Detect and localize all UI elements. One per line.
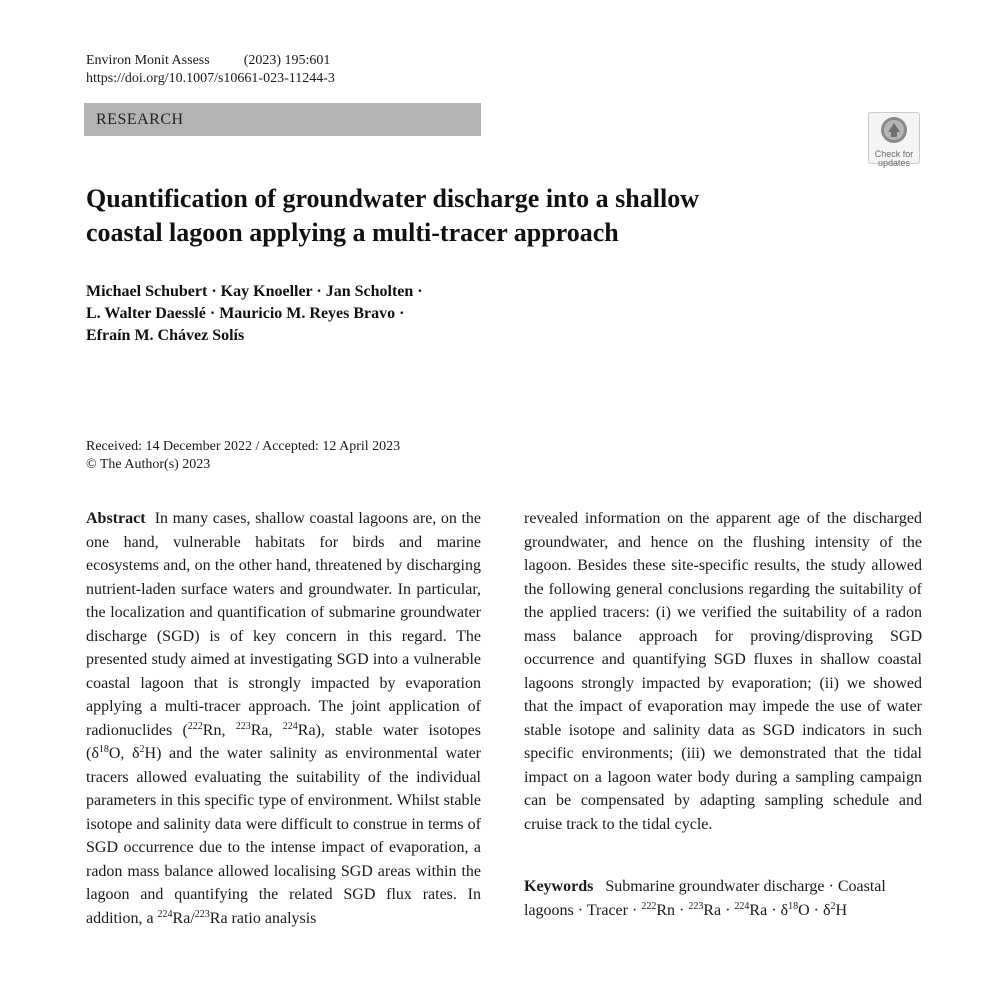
title-line-2: coastal lagoon applying a multi-tracer approach bbox=[86, 218, 619, 247]
author-name[interactable]: Jan Scholten bbox=[325, 283, 414, 300]
isotope-mass: 224 bbox=[157, 908, 173, 920]
check-updates-label-2: updates bbox=[877, 158, 911, 168]
abstract-heading: Abstract bbox=[86, 510, 146, 527]
author-separator: · bbox=[413, 283, 423, 300]
isotope-mass: 222 bbox=[641, 900, 657, 912]
keyword-text: Ra · bbox=[703, 901, 735, 919]
isotope-mass: 223 bbox=[235, 720, 251, 732]
abstract-text: Ra/ bbox=[172, 909, 195, 927]
received-accepted: Received: 14 December 2022 / Accepted: 12 April 2023 bbox=[86, 439, 401, 454]
isotope-mass: 18 bbox=[98, 744, 109, 755]
isotope-mass: 222 bbox=[187, 720, 203, 732]
keyword-text: Ra · δ bbox=[749, 901, 789, 919]
isotope-mass: 2 bbox=[830, 900, 836, 912]
author-list bbox=[86, 281, 606, 347]
author-name[interactable]: Kay Knoeller bbox=[220, 283, 313, 300]
author-separator: · bbox=[205, 305, 220, 322]
section-label: RESEARCH bbox=[84, 103, 481, 136]
author-name[interactable]: Mauricio M. Reyes Bravo bbox=[219, 305, 396, 322]
journal-citation bbox=[86, 52, 330, 70]
isotope-mass: 2 bbox=[139, 744, 145, 755]
abstract-text: Rn, bbox=[202, 721, 236, 739]
abstract-text: In many cases, shallow coastal lagoons are, on the one hand, vulnerable habitats for birds and marine ecosystems and, on the other hand, threatened by discharging nutrient-laden surface waters and groundwater. In particular, the localization and quantification of submarine groundwater discharge (SGD) is of key concern in this regard. The presented study aimed at investigating SGD into a vulnerable coastal lagoon that is strongly impacted by evaporation applying a multi-tracer approach. The joint application of radionuclides ( bbox=[86, 510, 481, 739]
keyword-text: O · δ bbox=[798, 901, 831, 919]
journal-name: Environ Monit Assess bbox=[86, 53, 210, 68]
abstract-text: Ra, bbox=[250, 721, 283, 739]
author-separator: · bbox=[312, 283, 326, 300]
title-line-1: Quantification of groundwater discharge into a shallow bbox=[86, 184, 699, 213]
author-separator: · bbox=[207, 283, 221, 300]
abstract-text: Ra ratio analysis bbox=[209, 909, 317, 927]
doi-link[interactable]: https://doi.org/10.1007/s10661-023-11244-3 bbox=[86, 71, 335, 86]
abstract-body bbox=[86, 507, 481, 930]
author-name[interactable]: Michael Schubert bbox=[86, 283, 208, 300]
journal-volume: (2023) 195:601 bbox=[243, 53, 331, 68]
author-separator: · bbox=[395, 305, 405, 322]
abstract-continued: revealed information on the apparent age of the discharged groundwater, and hence on the flushing intensity of the lagoon. Besides these site-specific results, the study allowed the following general conclusions regarding the suitability of the applied tracers: (i) we verified the suitability of a radon mass balance approach for proving/disproving SGD occurrence and quantifying SGD fluxes in shallow coastal lagoons strongly impacted by evaporation; (ii) we showed that the impact of evaporation may impede the use of water stable isotope and salinity data as SGD indicators in such specific environments; (iii) we demonstrated that the tidal impact on a lagoon water body during a sampling campaign can be compensated by adapting sampling schedule and cruise track to the tidal cycle. bbox=[524, 510, 922, 833]
isotope-mass: 224 bbox=[734, 900, 750, 912]
keywords-block bbox=[524, 875, 922, 922]
article-title bbox=[86, 182, 846, 250]
keyword-text: H bbox=[835, 901, 848, 919]
isotope-mass: 18 bbox=[788, 900, 799, 912]
abstract-text: O, δ bbox=[108, 745, 140, 762]
isotope-mass: 223 bbox=[688, 900, 704, 912]
isotope-mass: 223 bbox=[194, 908, 210, 920]
copyright-notice: © The Author(s) 2023 bbox=[86, 457, 211, 472]
abstract-text: H) and the water salinity as environmental water tracers allowed evaluating the suitability of the individual parameters in this specific type of environment. Whilst stable isotope and salinity data were difficult to construe in terms of SGD occurrence due to the intense impact of evaporation, a radon mass balance allowed localising SGD areas within the lagoon and quantifying the related SGD flux rates. In addition, a bbox=[86, 745, 481, 927]
author-name[interactable]: Efraín M. Chávez Solís bbox=[86, 327, 245, 344]
isotope-mass: 224 bbox=[282, 720, 298, 732]
abstract-text: Ra), stable water isotopes (δ bbox=[86, 721, 482, 762]
check-for-updates-button[interactable] bbox=[868, 112, 920, 168]
keywords-heading: Keywords bbox=[524, 878, 594, 895]
check-updates-icon bbox=[879, 115, 909, 145]
author-name[interactable]: L. Walter Daesslé bbox=[86, 305, 206, 322]
keyword-text: Rn · bbox=[656, 901, 689, 919]
check-updates-label-1: Check for bbox=[874, 149, 914, 159]
keyword-text: Submarine groundwater discharge · Coastal lagoons · Tracer · bbox=[524, 878, 886, 919]
publication-dates bbox=[86, 438, 400, 474]
